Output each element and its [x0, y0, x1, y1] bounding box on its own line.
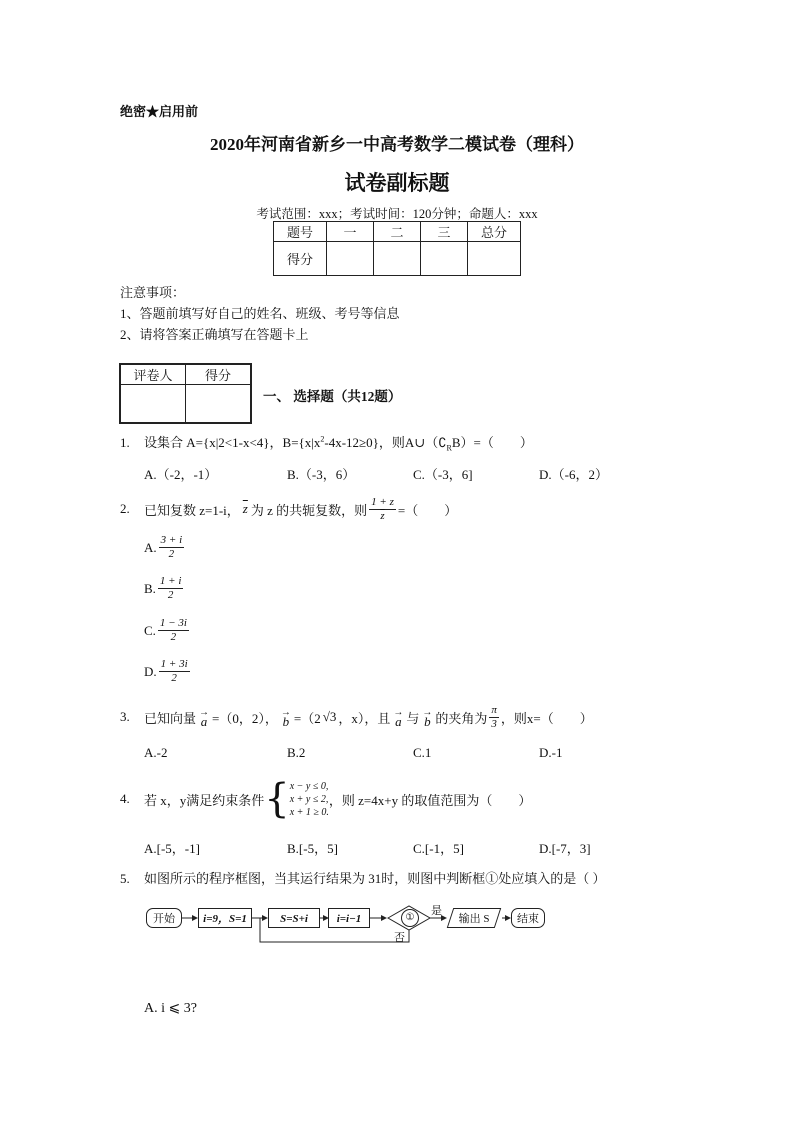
q2-text: 为 z 的共轭复数，则 [250, 502, 368, 518]
question-number: 4. [120, 791, 130, 806]
question-5 [120, 868, 606, 887]
vector-letter: b [282, 714, 290, 729]
q1-option-d[interactable]: D.（-6，2） [539, 467, 608, 482]
notes-title: 注意事项： [120, 285, 186, 300]
score-cell[interactable] [421, 242, 468, 276]
q4-text: ，则 z=4x+y 的取值范围为（ ） [328, 792, 532, 808]
vector-b [280, 707, 291, 729]
question-number: 3. [120, 709, 130, 724]
q3-text: =（2 [293, 710, 321, 726]
flow-yes-label: 是 [431, 905, 442, 917]
question-number: 2. [120, 501, 130, 516]
grader-header: 评卷人 [120, 364, 186, 385]
frac-numerator: 1 + z [371, 495, 394, 508]
secret-label: 绝密★启用前 [120, 104, 199, 119]
grader-table [119, 363, 252, 424]
frac-numerator: 3 + i [160, 534, 183, 546]
frac-denominator: 3 [491, 717, 497, 730]
grader-cell[interactable] [120, 385, 186, 423]
flow-no-label: 否 [394, 932, 405, 944]
q2-option-d[interactable] [144, 658, 192, 685]
question-4 [120, 776, 531, 822]
q2-option-a[interactable] [144, 534, 186, 561]
q2-option-c[interactable] [144, 617, 191, 644]
frac-denominator: 2 [167, 589, 174, 601]
vector-letter: a [395, 714, 402, 729]
flow-assign-label: S=S+i [280, 913, 308, 925]
question-1 [120, 432, 533, 453]
flow-decision-mark [401, 909, 419, 927]
frac-denominator: 2 [168, 548, 175, 560]
q3-text: =（0，2）， [212, 710, 278, 726]
score-header-cell: 二 [374, 222, 421, 242]
q3-option-a[interactable]: A.-2 [144, 745, 168, 760]
score-header-cell: 三 [421, 222, 468, 242]
q3-text: 与 [406, 710, 420, 726]
option-label: D. [144, 663, 157, 679]
exam-title: 2020年河南省新乡一中高考数学二模试卷（理科） [210, 135, 584, 154]
flow-output [447, 908, 501, 928]
section-title: 一、 选择题（共12题） [263, 389, 402, 404]
q3-option-c[interactable]: C.1 [413, 745, 432, 760]
frac-numerator: 1 + i [159, 575, 182, 587]
flow-assign [268, 908, 320, 928]
exam-info: 考试范围：xxx；考试时间：120分钟；命题人：xxx [256, 207, 538, 221]
option-label: B. [144, 580, 156, 596]
q4-option-d[interactable]: D.[-7，3] [539, 841, 591, 856]
constraint-system [290, 780, 329, 819]
q4-text: 若 x，y满足约束条件 [144, 792, 265, 808]
option-fraction [159, 658, 190, 685]
score-header-cell: 一 [327, 222, 374, 242]
q3-text: ，x），且 [338, 710, 391, 726]
q2-text: 已知复数 z=1-i， [144, 502, 240, 518]
q1-text: -4x-12≥0}，则A∪（∁ [324, 435, 447, 450]
vector-letter: a [200, 714, 208, 729]
notes-item: 2、请将答案正确填写在答题卡上 [120, 327, 309, 342]
frac-numerator: π [491, 703, 497, 716]
constraint-line: x + y ≤ 2, [289, 793, 329, 805]
q1-option-b[interactable]: B.（-3，6） [287, 467, 356, 482]
score-header-cell: 总分 [468, 222, 521, 242]
option-fraction [158, 575, 183, 602]
score-row-label: 得分 [274, 242, 327, 276]
option-fraction [159, 534, 184, 561]
frac-numerator: 1 + 3i [160, 658, 188, 670]
q1-text: 设集合 A={x|2<1-x<4}，B={x|x [144, 435, 321, 450]
option-fraction [158, 617, 189, 644]
vector-letter: b [424, 714, 431, 729]
constraint-line: x + 1 ≥ 0. [289, 806, 329, 818]
option-label: A. [144, 539, 157, 555]
q3-option-b[interactable]: B.2 [287, 745, 306, 760]
flow-decrement [328, 908, 370, 928]
score-cell[interactable] [374, 242, 421, 276]
q5-option-a[interactable]: A. i ⩽ 3? [144, 1001, 197, 1016]
score-header-cell: 题号 [274, 222, 327, 242]
q3-text: ，则x=（ ） [500, 710, 593, 726]
frac-denominator: 2 [170, 631, 177, 643]
q1-text: B）=（ ） [451, 435, 533, 450]
q2-option-b[interactable] [144, 575, 185, 602]
q2-fraction [369, 496, 396, 523]
question-3 [120, 700, 593, 734]
question-2 [120, 492, 457, 526]
notes [120, 282, 400, 345]
q1-sub: R [446, 443, 452, 453]
flow-dec-label: i=i−1 [336, 913, 362, 925]
vector-arrow-icon: → [199, 707, 210, 718]
score-cell[interactable] [468, 242, 521, 276]
vector-arrow-icon: → [422, 707, 433, 718]
brace-icon: { [264, 776, 290, 822]
notes-item: 1、答题前填写好自己的姓名、班级、考号等信息 [120, 306, 400, 321]
flow-output-label: 输出 S [458, 913, 490, 925]
q1-option-a[interactable]: A.（-2，-1） [144, 467, 218, 482]
q2-text: =（ ） [397, 502, 458, 518]
question-number: 1. [120, 435, 130, 450]
vector-a [199, 707, 210, 729]
flow-decision-label: ① [405, 912, 415, 923]
vector-b [422, 707, 433, 729]
question-number: 5. [120, 871, 130, 886]
flow-init [198, 908, 252, 928]
q3-text: 的夹角为 [435, 710, 488, 726]
q2-zbar: $\overline{z}$ [242, 501, 248, 516]
flow-init-label: i=9，S=1 [203, 913, 247, 925]
constraint-line: x − y ≤ 0, [289, 780, 329, 792]
q3-text: 已知向量 [144, 710, 197, 726]
frac-denominator: 2 [171, 672, 177, 684]
flow-end [511, 908, 545, 928]
flow-start [146, 908, 182, 928]
vector-arrow-icon: → [393, 707, 404, 718]
score-cell[interactable] [327, 242, 374, 276]
flow-start-label: 开始 [153, 913, 175, 925]
score-table [273, 221, 521, 276]
q1-option-c[interactable]: C.（-3，6] [413, 467, 473, 482]
flow-end-label: 结束 [517, 913, 539, 925]
grader-cell[interactable] [186, 385, 252, 423]
q4-option-c[interactable]: C.[-1，5] [413, 841, 464, 856]
q1-sup: 2 [320, 434, 325, 444]
grader-header: 得分 [186, 364, 252, 385]
q5-text: 如图所示的程序框图，当其运行结果为 31时，则图中判断框①处应填入的是（ ） [144, 871, 606, 886]
q3-option-d[interactable]: D.-1 [539, 745, 563, 760]
sqrt-three: √3 [322, 709, 337, 724]
exam-subtitle: 试卷副标题 [344, 171, 450, 195]
q3-fraction [489, 704, 499, 731]
frac-denominator: z [380, 509, 385, 522]
q4-option-a[interactable]: A.[-5，-1] [144, 841, 200, 856]
frac-numerator: 1 − 3i [159, 617, 187, 629]
option-label: C. [144, 622, 156, 638]
vector-arrow-icon: → [280, 707, 291, 718]
q4-option-b[interactable]: B.[-5，5] [287, 841, 338, 856]
vector-a [393, 707, 404, 729]
